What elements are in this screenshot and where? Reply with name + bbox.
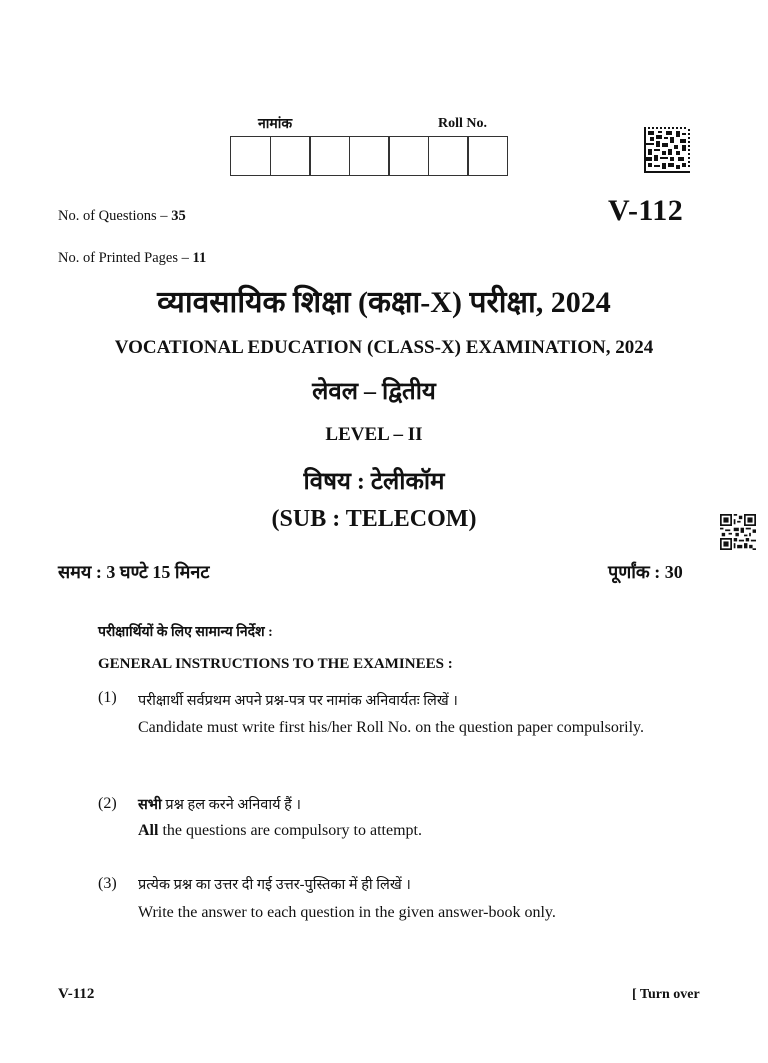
roll-digit-box[interactable] [349, 136, 390, 176]
questions-count [58, 208, 186, 225]
roll-digit-box[interactable] [270, 136, 311, 176]
instruction-number: (2) [98, 795, 117, 812]
max-marks: पूर्णांक : 30 [608, 562, 683, 582]
instructions-heading-hindi: परीक्षार्थियों के लिए सामान्य निर्देश : [98, 625, 273, 640]
questions-label: No. of Questions – [58, 208, 172, 224]
instructions-heading-english: GENERAL INSTRUCTIONS TO THE EXAMINEES : [98, 656, 453, 672]
roll-no-label: Roll No. [438, 116, 487, 131]
roll-digit-box[interactable] [230, 136, 271, 176]
namank-label: नामांक [258, 117, 293, 132]
instruction-3-english: Write the answer to each question in the given answer-book only. [138, 904, 556, 921]
roll-digit-box[interactable] [309, 136, 350, 176]
roll-number-boxes [230, 136, 507, 176]
subject-hindi: विषय : टेलीकॉम [303, 469, 445, 495]
instruction-1-hindi: परीक्षार्थी सर्वप्रथम अपने प्रश्न-पत्र पर नामांक अनिवार्यतः लिखें । [138, 693, 458, 709]
instruction-2-english-text: the questions are compulsory to attempt. [158, 822, 422, 839]
subject-english: (SUB : TELECOM) [271, 506, 477, 532]
instruction-2-hindi [138, 794, 301, 814]
instruction-1-english: Candidate must write first his/her Roll No. on the question paper compulsorily. [138, 719, 644, 736]
questions-value: 35 [171, 208, 186, 224]
roll-digit-box[interactable] [388, 136, 429, 176]
instruction-3-hindi: प्रत्येक प्रश्न का उत्तर दी गई उत्तर-पुस्तिका में ही लिखें । [138, 877, 411, 893]
pages-value: 11 [192, 250, 207, 266]
datamatrix-code-icon [644, 127, 690, 173]
instruction-2-english [138, 822, 422, 840]
time-allowed: समय : 3 घण्टे 15 मिनट [58, 562, 210, 582]
paper-code: V-112 [608, 194, 684, 227]
instruction-2-hindi-text: प्रश्न हल करने अनिवार्य हैं । [161, 797, 301, 813]
qr-code-icon [720, 514, 756, 550]
instruction-2-hindi-emphasis: सभी [138, 797, 162, 813]
footer-paper-code: V-112 [58, 986, 95, 1002]
instruction-number: (3) [98, 875, 117, 892]
roll-digit-box[interactable] [467, 136, 508, 176]
pages-count [58, 250, 206, 267]
level-english: LEVEL – II [325, 424, 423, 445]
exam-title-english: VOCATIONAL EDUCATION (CLASS-X) EXAMINATION, 2024 [114, 337, 654, 358]
exam-title-hindi: व्यावसायिक शिक्षा (कक्षा-X) परीक्षा, 2024 [157, 286, 611, 319]
pages-label: No. of Printed Pages – [58, 250, 193, 266]
roll-digit-box[interactable] [428, 136, 469, 176]
instruction-number: (1) [98, 689, 117, 706]
level-hindi: लेवल – द्वितीय [312, 379, 436, 405]
instruction-2-english-emphasis: All [138, 822, 159, 839]
turn-over-label: [ Turn over [632, 987, 700, 1002]
